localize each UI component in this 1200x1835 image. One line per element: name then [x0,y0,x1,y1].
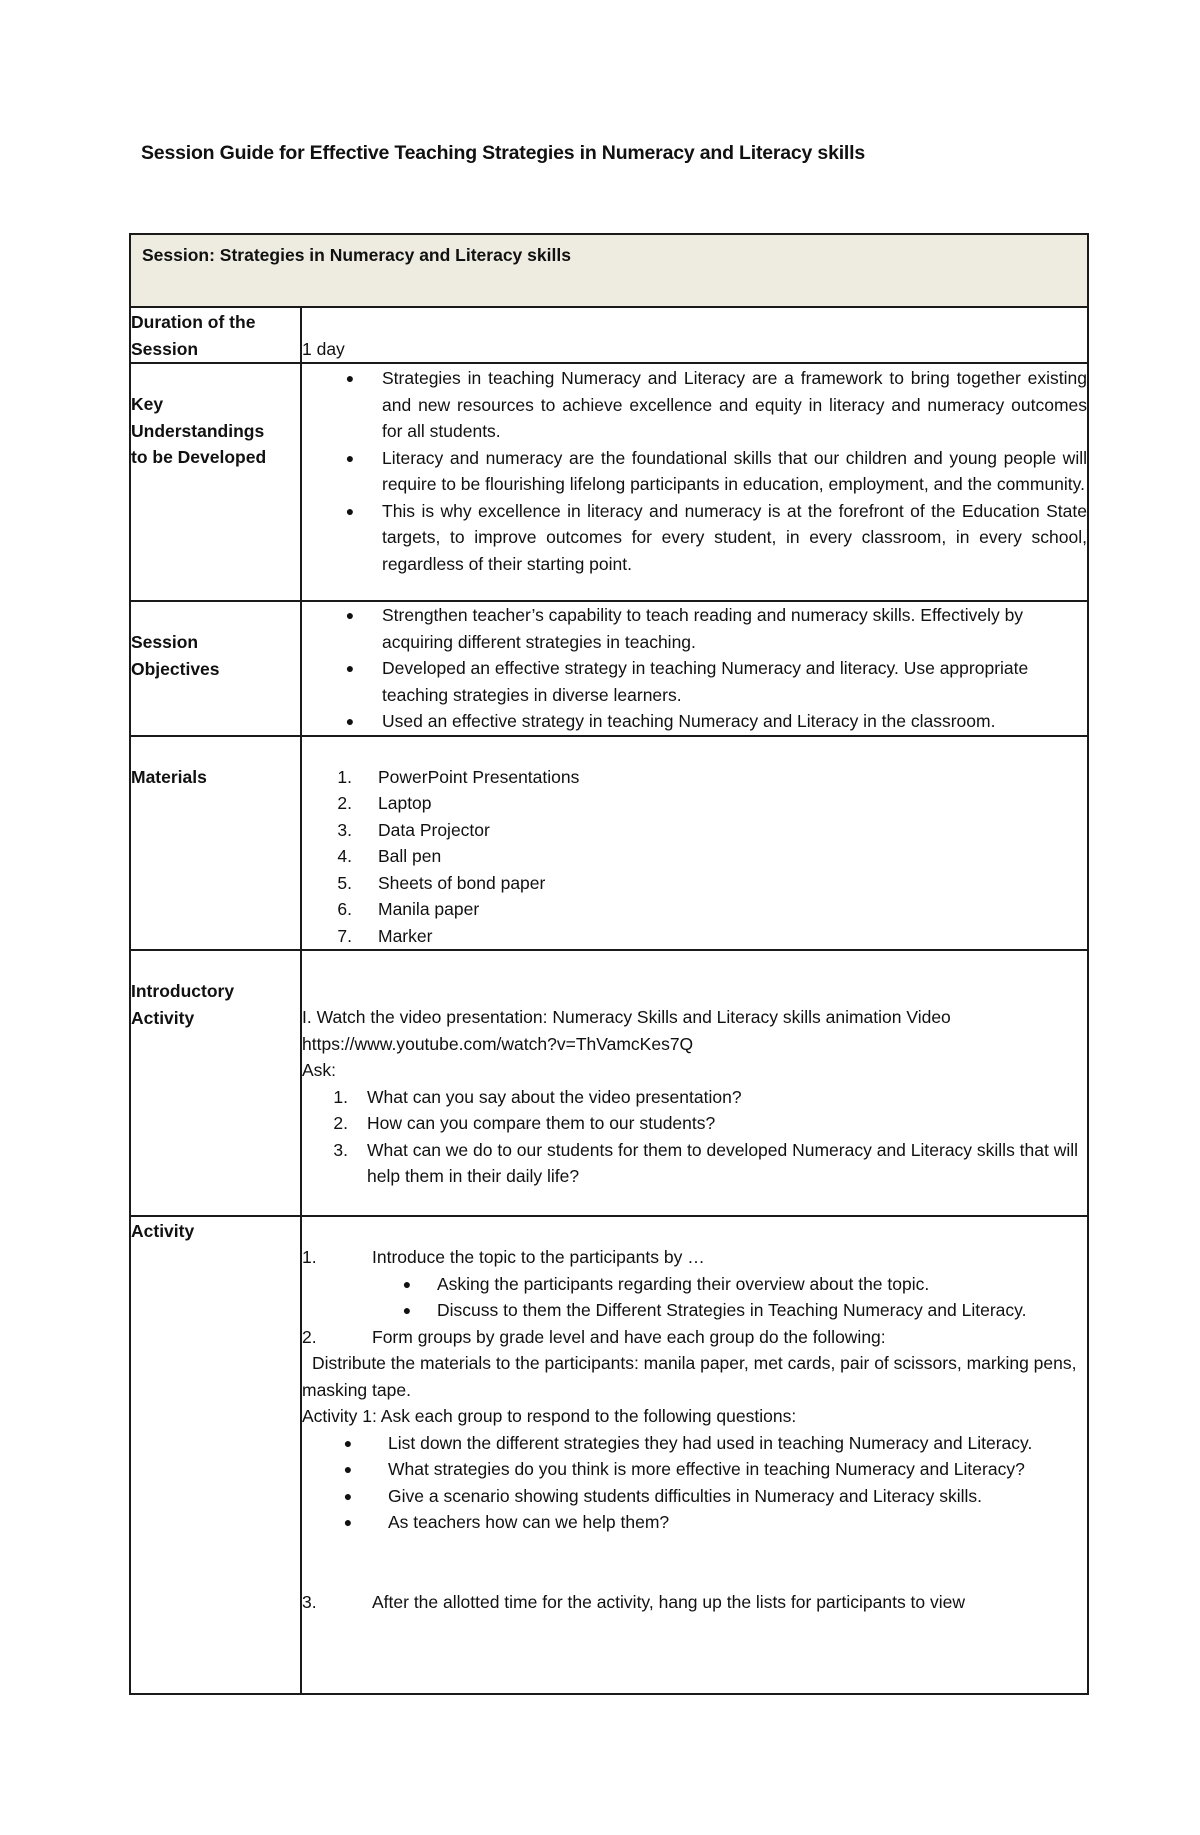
item-number: 3. [333,1139,348,1160]
list-item [340,602,1087,655]
list-item [397,1271,1087,1298]
material-text: Manila paper [378,899,480,919]
session-objectives-cell [301,601,1088,736]
item-number: 7. [337,925,352,946]
bullet-icon: ● [345,660,355,676]
materials-label [130,736,301,951]
item-number: 1. [337,766,352,787]
question-text: What strategies do you think is more effective in teaching Numeracy and Literacy? [388,1459,1025,1479]
material-text: Sheets of bond paper [378,872,546,893]
step-number: 3. [302,1591,317,1612]
key-understanding-text: Literacy and numeracy are the foundational skills that our children and young people will require to be flourishing lifelong participants in education, employment, and the community. [382,447,1087,494]
materials-label-text: Materials [131,766,207,787]
item-number: 4. [337,846,352,866]
introductory-activity-cell [301,950,1088,1216]
activity-questions-list [338,1430,1087,1536]
step-text: Form groups by grade level and have each group do the following: [372,1326,886,1347]
bullet-icon: ● [343,1487,353,1504]
bullet-icon: ● [345,370,355,386]
material-text: Marker [378,925,433,946]
question-text: What can you say about the video presentation? [367,1086,742,1107]
key-understandings-cell [301,363,1088,601]
question-text: What can we do to our students for them to developed Numeracy and Literacy skills that will help them in their daily life? [367,1139,1079,1186]
step-number: 1. [302,1247,317,1267]
session-objectives-label-text: Session Objectives [131,632,220,679]
activity-step-3 [302,1589,1087,1616]
key-understanding-text: Strategies in teaching Numeracy and Literacy are a framework to bring together existing and new resources to achieve excellence and equity in literacy and numeracy outcomes for all students. [382,368,1087,441]
intro-questions-list [302,1084,1087,1190]
list-item [302,764,1087,791]
list-item [338,1509,1087,1536]
step-text: After the allotted time for the activity, hang up the lists for participants to view [372,1591,966,1612]
list-item [338,1483,1087,1510]
list-item [302,896,1087,923]
list-item [340,498,1087,578]
list-item [338,1430,1087,1457]
materials-list [302,764,1087,950]
activity-1-instruction: Activity 1: Ask each group to respond to the following questions: [302,1406,797,1426]
bullet-icon: ● [343,1434,353,1451]
introductory-activity-label-text: Introductory Activity [131,981,235,1028]
list-item [340,708,1087,735]
introductory-activity-row [130,950,1088,1216]
duration-value-cell [301,307,1088,363]
key-understandings-list [340,365,1087,577]
question-text: List down the different strategies they had used in teaching Numeracy and Literacy. [388,1432,1033,1453]
list-item [302,843,1087,870]
duration-label-text: Duration of the Session [131,312,256,359]
bullet-icon: ● [343,1461,353,1477]
video-link[interactable]: https://www.youtube.com/watch?v=ThVamcKes7Q [302,1033,694,1054]
activity-step-2 [302,1324,1087,1351]
activity-label [130,1216,301,1694]
question-text: As teachers how can we help them? [388,1512,670,1532]
material-text: Ball pen [378,846,442,866]
item-number: 6. [337,899,352,919]
material-text: Data Projector [378,819,490,840]
sub-item-text: Asking the participants regarding their overview about the topic. [437,1273,930,1294]
key-understanding-text: This is why excellence in literacy and numeracy is at the forefront of the Education State targets, to improve outcomes for every student, in every classroom, in every school, regardless of their starting point. [382,500,1087,574]
session-header-row [130,234,1088,307]
bullet-icon: ● [345,449,355,466]
spacer [302,1536,1087,1589]
step-text: Introduce the topic to the participants by … [372,1247,705,1267]
item-number: 1. [333,1086,348,1107]
bullet-icon: ● [345,713,355,729]
objective-text: Used an effective strategy in teaching Numeracy and Literacy in the classroom. [382,711,996,731]
item-number: 5. [337,872,352,893]
intro-instruction: I. Watch the video presentation: Numeracy Skills and Literacy skills animation Video [302,1007,951,1027]
item-number: 3. [337,819,352,840]
sub-item-text: Discuss to them the Different Strategies in Teaching Numeracy and Literacy. [437,1300,1027,1320]
session-title: Session: Strategies in Numeracy and Literacy skills [130,234,1088,307]
objective-text: Developed an effective strategy in teaching Numeracy and literacy. Use appropriate teaching strategies in diverse learners. [382,658,1029,705]
material-text: PowerPoint Presentations [378,766,580,787]
step-number: 2. [302,1326,317,1347]
activity-step-1 [302,1244,1087,1271]
list-item [302,1110,1087,1137]
materials-cell [301,736,1088,951]
session-objectives-label [130,601,301,736]
list-item [340,365,1087,445]
bullet-icon: ● [345,502,355,519]
activity-cell [301,1216,1088,1694]
list-item [302,1137,1087,1190]
activity-label-text: Activity [131,1221,195,1241]
page-title: Session Guide for Effective Teaching Strategies in Numeracy and Literacy skills [141,142,866,164]
list-item [302,1084,1087,1111]
bullet-icon: ● [345,607,355,623]
session-objectives-row [130,601,1088,736]
bullet-icon: ● [402,1275,412,1292]
duration-row [130,307,1088,363]
activity-row [130,1216,1088,1694]
list-item [302,817,1087,844]
material-text: Laptop [378,793,432,813]
list-item [340,655,1087,708]
materials-row [130,736,1088,951]
duration-label [130,307,301,363]
introductory-activity-label [130,950,301,1216]
session-objectives-list [340,602,1087,735]
list-item [397,1297,1087,1324]
list-item [340,445,1087,498]
duration-value: 1 day [302,338,345,359]
list-item [302,870,1087,897]
key-understandings-row [130,363,1088,601]
question-text: How can you compare them to our students? [367,1113,716,1133]
list-item [338,1456,1087,1483]
key-understandings-label-text: Key Understandings to be Developed [131,394,267,467]
distribute-materials: Distribute the materials to the participants: manila paper, met cards, pair of scissors, marking pens, masking tape. [302,1353,1077,1400]
bullet-icon: ● [343,1514,353,1530]
bullet-icon: ● [402,1302,412,1318]
step1-sub-list [397,1271,1087,1324]
ask-label: Ask: [302,1060,337,1080]
key-understandings-label [130,363,301,601]
list-item [302,923,1087,950]
list-item [302,790,1087,817]
session-table [129,233,1089,1695]
item-number: 2. [337,793,352,813]
item-number: 2. [333,1113,348,1133]
question-text: Give a scenario showing students difficulties in Numeracy and Literacy skills. [388,1485,982,1506]
objective-text: Strengthen teacher’s capability to teach reading and numeracy skills. Effectively by acquiring different strategies in teaching. [382,605,1024,652]
